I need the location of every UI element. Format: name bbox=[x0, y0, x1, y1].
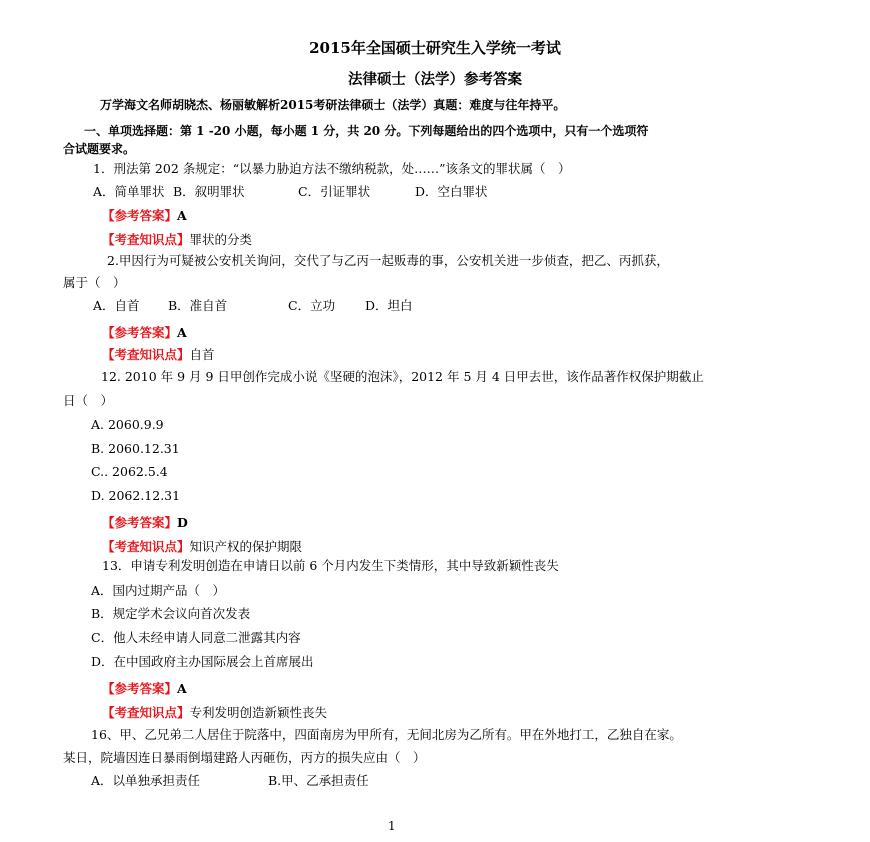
answer-value: A bbox=[177, 325, 187, 340]
question-1-option-a: A．简单罪状 bbox=[93, 184, 165, 199]
question-16-stem-line2: 某日，院墙因连日暴雨倒塌建路人丙砸伤，丙方的损失应由（ ） bbox=[63, 750, 426, 765]
point-label: 【考查知识点】 bbox=[102, 232, 190, 247]
question-2-option-c: C．立功 bbox=[288, 298, 336, 313]
question-13-option-b: B．规定学术会议向首次发表 bbox=[91, 606, 251, 621]
question-2-answer bbox=[102, 325, 187, 341]
answer-label: 【参考答案】 bbox=[102, 325, 178, 340]
question-2-stem-line1: 2.甲因行为可疑被公安机关询问，交代了与乙丙一起贩毒的事，公安机关进一步侦查，把乙、丙抓获， bbox=[107, 253, 669, 268]
question-13-option-d: D．在中国政府主办国际展会上首席展出 bbox=[91, 654, 314, 669]
answer-label: 【参考答案】 bbox=[102, 681, 178, 696]
document-title: 2015年全国硕士研究生入学统一考试 bbox=[309, 39, 561, 57]
question-12-option-c: C.. 2062.5.4 bbox=[91, 464, 168, 479]
question-2-point bbox=[102, 347, 215, 363]
section-heading-line1: 一、单项选择题：第 1 -20 小题，每小题 1 分，共 20 分。下列每题给出的四个选项中，只有一个选项符 bbox=[84, 124, 649, 138]
question-16-options bbox=[91, 773, 369, 789]
point-value: 罪状的分类 bbox=[189, 232, 253, 247]
answer-label: 【参考答案】 bbox=[102, 208, 178, 223]
question-1-option-d: D．空白罪状 bbox=[415, 184, 488, 199]
question-1-stem: 1．刑法第 202 条规定：“以暴力胁迫方法不缴纳税款，处……”该条文的罪状属（ ） bbox=[93, 161, 571, 176]
question-13-point bbox=[102, 705, 327, 721]
point-label: 【考查知识点】 bbox=[102, 539, 190, 554]
document-subtitle: 法律硕士（法学）参考答案 bbox=[348, 71, 522, 88]
answer-value: A bbox=[177, 681, 187, 696]
question-12-point bbox=[102, 539, 302, 555]
answer-value: A bbox=[177, 208, 187, 223]
question-1-option-c: C．引证罪状 bbox=[298, 184, 371, 199]
question-16-option-b: B.甲、乙承担责任 bbox=[268, 773, 369, 788]
question-1-point bbox=[102, 232, 252, 248]
point-label: 【考查知识点】 bbox=[102, 347, 190, 362]
point-label: 【考查知识点】 bbox=[102, 705, 190, 720]
question-1-answer bbox=[102, 208, 187, 224]
question-12-stem-line1: 12. 2010 年 9 月 9 日甲创作完成小说《坚硬的泡沫》，2012 年 5 月 4 日甲去世，该作品著作权保护期截止 bbox=[101, 369, 704, 384]
question-2-option-b: B．准自首 bbox=[168, 298, 228, 313]
question-12-stem-line2: 日（ ） bbox=[63, 393, 114, 408]
question-2-options bbox=[93, 298, 413, 314]
question-2-option-d: D．坦白 bbox=[365, 298, 413, 313]
question-1-options bbox=[93, 184, 488, 200]
question-13-answer bbox=[102, 681, 187, 697]
question-2-stem-line2: 属于（ ） bbox=[63, 275, 126, 290]
question-12-option-a: A. 2060.9.9 bbox=[91, 417, 164, 432]
question-12-answer bbox=[102, 515, 188, 531]
question-12-option-b: B. 2060.12.31 bbox=[91, 441, 180, 456]
answer-label: 【参考答案】 bbox=[102, 515, 178, 530]
point-value: 自首 bbox=[189, 347, 215, 362]
section-heading-line2: 合试题要求。 bbox=[63, 142, 136, 156]
question-13-option-c: C．他人未经申请人同意二泄露其内容 bbox=[91, 630, 301, 645]
question-16-stem-line1: 16、甲、乙兄弟二人居住于院落中，四面南房为甲所有，无间北房为乙所有。甲在外地打工，乙独自在家。 bbox=[91, 727, 682, 742]
question-16-option-a: A．以单独承担责任 bbox=[91, 773, 201, 788]
page-number: 1 bbox=[388, 819, 396, 833]
question-2-option-a: A．自首 bbox=[93, 298, 140, 313]
intro-text: 万学海文名师胡晓杰、杨丽敏解析2015考研法律硕士（法学）真题：难度与往年持平。 bbox=[100, 98, 566, 112]
point-value: 知识产权的保护期限 bbox=[189, 539, 303, 554]
question-13-option-a: A．国内过期产品（ ） bbox=[91, 583, 226, 598]
question-1-option-b: B．叙明罪状 bbox=[173, 184, 245, 199]
question-13-stem: 13．申请专利发明创造在申请日以前 6 个月内发生下类情形，其中导致新颖性丧失 bbox=[102, 558, 559, 573]
question-12-option-d: D. 2062.12.31 bbox=[91, 488, 181, 503]
point-value: 专利发明创造新颖性丧失 bbox=[189, 705, 328, 720]
answer-value: D bbox=[177, 515, 188, 530]
